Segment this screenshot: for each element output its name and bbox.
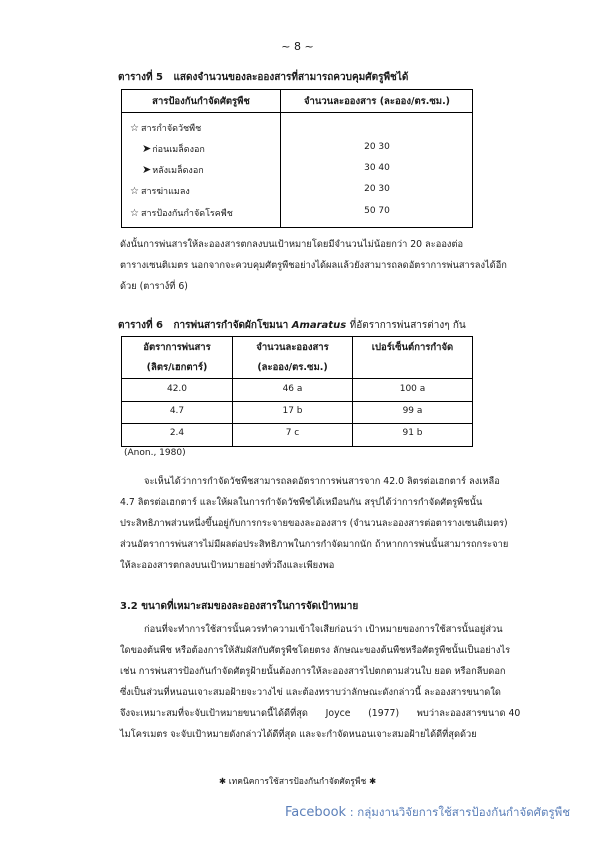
table5-header-col1: สารป้องกันกำจัดศัตรูพืช [152,96,250,107]
paragraph1-line: ดังนั้นการพ่นสารให้ละอองสารตกลงบนเป้าหมายโดยมีจำนวนไม่น้อยกว่า 20 ละอองต่อ [120,239,464,250]
table5-header-divider [122,112,472,113]
table5-row: ➤หลังเมล็ดงอก [142,163,204,176]
table6-cell: 91 b [402,428,423,438]
paragraph2-line: ประสิทธิภาพส่วนหนึ่งขึ้นอยู่กับการกระจายของละอองสาร (จำนวนละอองสารต่อตารางเซนติเมตร) [120,518,508,529]
table6-caption-species: Amaratus [291,320,347,331]
table5-caption-label: ตารางที่ 5 [118,72,164,83]
table5-value: 20 30 [364,142,390,152]
table5-caption-text: แสดงจำนวนของละอองสารที่สามารถควบคุมศัตรูพืชได้ [173,72,409,83]
table5-value: 30 40 [364,163,390,173]
facebook-label: Facebook [285,805,347,820]
paragraph1-line: ด้วย (ตาราง์ที่ 6) [120,281,188,292]
table6-cell: 4.7 [169,406,185,416]
table6-cell: 100 a [399,384,426,394]
table5-row: ☆ สารกำจัดวัชพืช [130,123,202,134]
table5-row: ➤ก่อนเมล็ดงอก [142,142,205,155]
paragraph3-line: จึงจะเหมาะสมที่จะจับเป้าหมายขนาดนี้ได้ดีที่สุด Joyce (1977) พบว่าละอองสารขนาด 40 [120,708,521,719]
table6-row-divider [122,423,472,424]
table6-header-col3: เปอร์เซ็นต์การกำจัด [371,342,454,353]
page-number: ~ 8 ~ [281,40,314,53]
table6-header-divider [122,378,472,379]
footer-title: ✱ เทคนิคการใช้สารป้องกันกำจัดศัตรูพืช ✱ [218,777,377,787]
table6-cell: 2.4 [169,428,185,438]
facebook-group-name: : กลุ่มงานวิจัยการใช้สารป้องกันกำจัดศัตรูพืช [346,805,571,819]
paragraph3-line: ซึ่งเป็นส่วนที่หนอนเจาะสมอฝ้ายจะวางไข่ และต้องทราบว่าลักษณะดังกล่าวนี้ ละอองสารขนาดใด [120,687,501,698]
arrow-bullet-icon: ➤ [142,163,152,176]
paragraph2-line: ส่วนอัตราการพ่นสารไม่มีผลต่อประสิทธิภาพในการกำจัดมากนัก ถ้าหากการพ่นนั้นสามารถกระจาย [120,539,509,550]
paragraph2-line: 4.7 ลิตรต่อเฮกตาร์ และให้ผลในการกำจัดวัชพืชได้เหมือนกัน สรุปได้ว่าการกำจัดศัตรูพืชนั้น [120,497,483,508]
table5-value: 50 70 [364,206,390,216]
paragraph3-line: ใดของต้นพืช หรือต้องการให้สัมผัสกับศัตรูพืชโดยตรง ลักษณะของต้นพืชหรือศัตรูพืชนั้นเป็นอย่างไร [120,645,511,656]
paragraph3-line: เช่น การพ่นสารป้องกันกำจัดศัตรูฝ้ายนั้นต้องการให้ละอองสารไปตกตามส่วนใบ ยอด หรือกลีบดอก [120,666,506,677]
table6 [121,336,473,447]
paragraph2-line: ให้ละอองสารตกลงบนเป้าหมายอย่างทั่วถึงและเพียงพอ [120,560,335,571]
star-icon: ☆ [130,208,139,219]
table6-cell: 17 b [282,406,303,416]
table5 [121,89,473,228]
table5-row: ☆ สารฆ่าแมลง [130,186,190,197]
table6-caption-text: การพ่นสารกำจัดผักโขมนา [173,320,289,331]
table6-caption [118,318,466,333]
paragraph2-line: จะเห็นได้ว่าการกำจัดวัชพืชสามารถลดอัตราการพ่นสารจาก 42.0 ลิตรต่อเฮกตาร์ ลงเหลือ [144,476,500,487]
section-heading: 3.2 ขนาดที่เหมาะสมของละอองสารในการจัดเป้าหมาย [120,601,359,612]
table6-row-divider [122,401,472,402]
table5-row: ☆ สารป้องกันกำจัดโรคพืช [130,208,233,219]
star-icon: ☆ [130,186,139,197]
asterisk-icon: ✱ [218,777,227,787]
table6-cell: 99 a [402,406,423,416]
table5-header-col2: จำนวนละอองสาร (ละออง/ตร.ซม.) [303,96,451,107]
table5-caption [118,70,408,85]
facebook-link[interactable] [285,804,570,822]
asterisk-icon: ✱ [368,777,377,787]
star-icon: ☆ [130,123,139,134]
table6-cell: 46 a [282,384,303,394]
paragraph3-line: ก่อนที่จะทำการใช้สารนั้นควรทำความเข้าใจเสียก่อนว่า เป้าหมายของการใช้สารนั้นอยู่ส่วน [144,624,503,635]
arrow-bullet-icon: ➤ [142,142,152,155]
table6-caption-rest: ที่อัตราการพ่นสารต่างๆ กัน [349,320,466,331]
table6-source: (Anon., 1980) [124,448,186,458]
table6-header-col2: จำนวนละอองสาร (ละออง/ตร.ซม.) [256,342,329,373]
table6-cell: 42.0 [166,384,188,394]
table5-value: 20 30 [364,184,390,194]
paragraph3-line: ไมโครเมตร จะจับเป้าหมายดังกล่าวได้ดีที่สุด และจะกำจัดหนอนเจาะสมอฝ้ายได้ดีที่สุดด้วย [120,729,477,740]
table6-header-col1: อัตราการพ่นสาร (ลิตร/เฮกตาร์) [143,342,211,373]
table6-caption-label: ตารางที่ 6 [118,320,164,331]
paragraph1-line: ตารางเซนติเมตร นอกจากจะควบคุมศัตรูพืชอย่างได้ผลแล้วยังสามารถลดอัตราการพ่นสารลงได้อีก [120,260,507,271]
table6-cell: 7 c [285,428,300,438]
